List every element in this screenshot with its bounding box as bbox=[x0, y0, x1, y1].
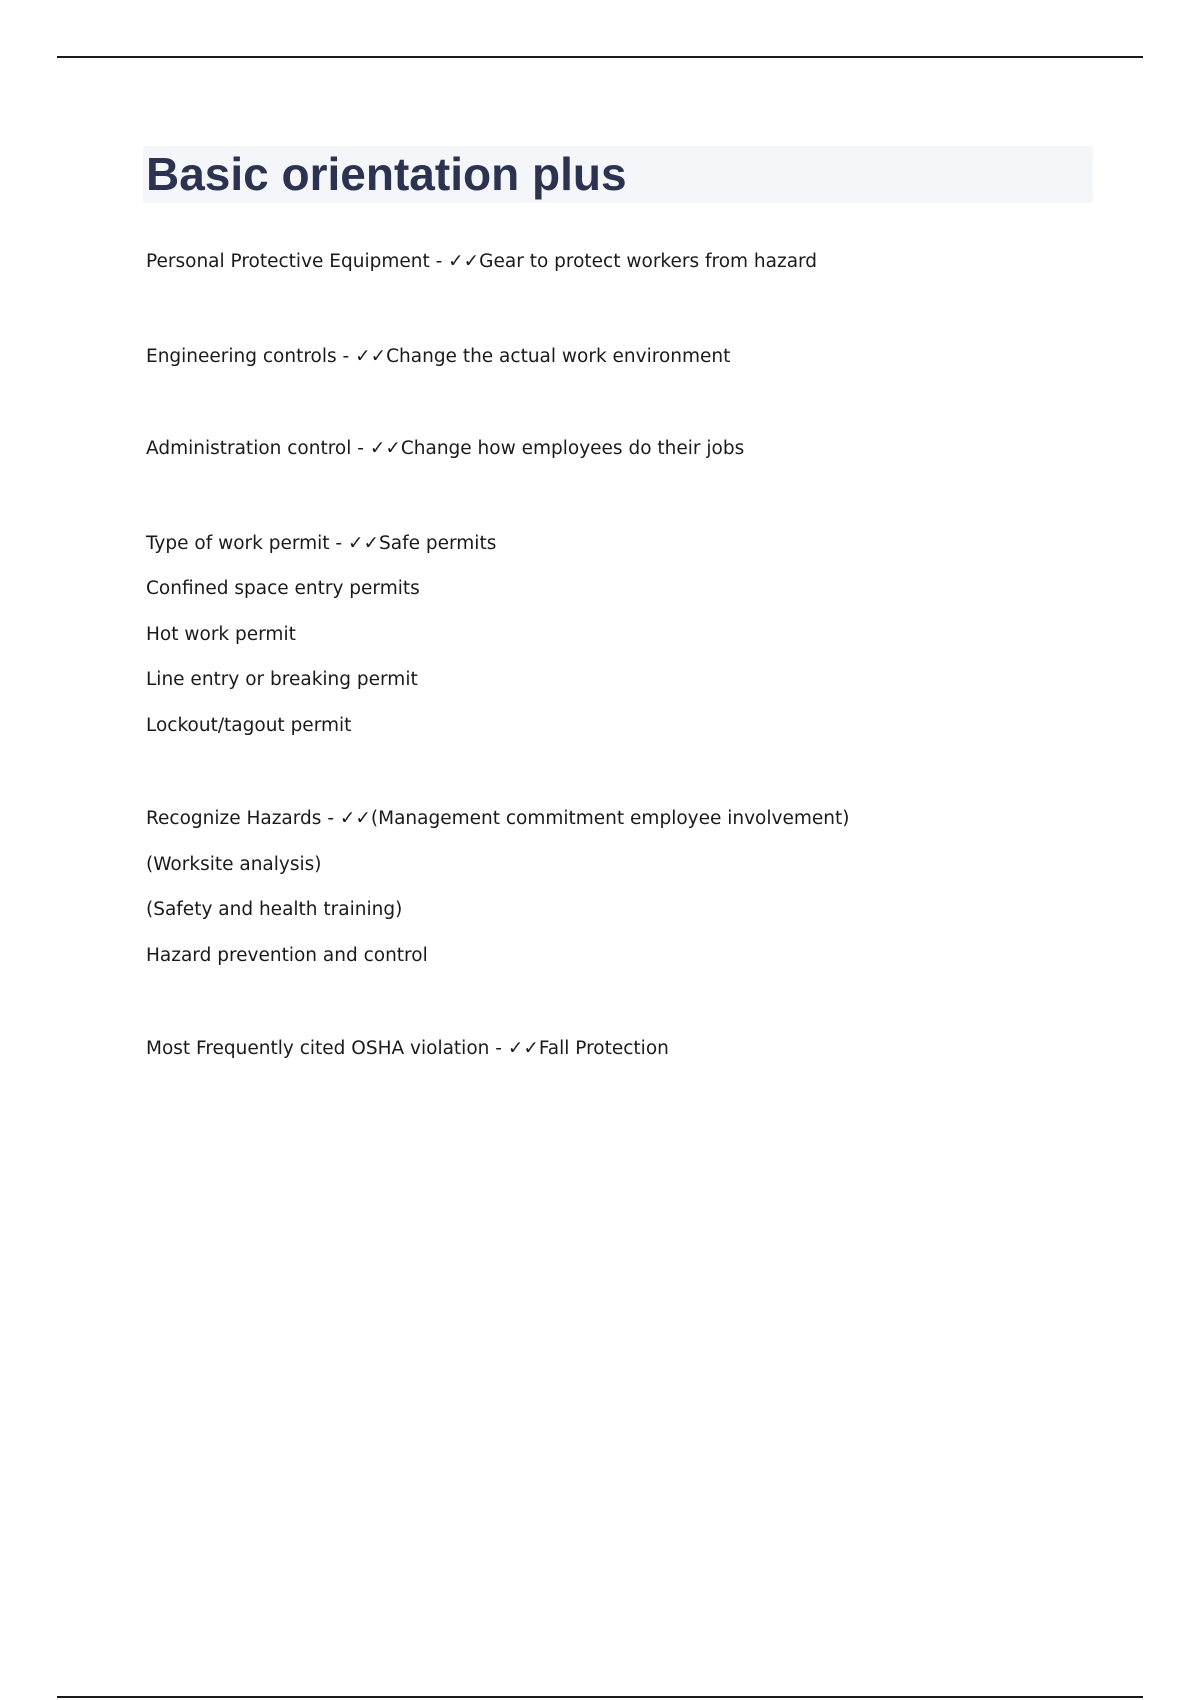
check-mark-icon: ✓✓ bbox=[507, 1038, 539, 1059]
entry-answer: (Management commitment employee involvement) bbox=[370, 808, 850, 829]
entry-term: Personal Protective Equipment - bbox=[146, 251, 449, 272]
entry-answer: Change the actual work environment bbox=[386, 346, 731, 367]
entry-administration-control bbox=[146, 436, 744, 462]
entry-continuation-line: Lockout/tagout permit bbox=[146, 715, 352, 736]
entry-continuation-line: Line entry or breaking permit bbox=[146, 669, 418, 690]
top-rule bbox=[57, 56, 1143, 58]
entry-continuation-line: (Worksite analysis) bbox=[146, 854, 322, 875]
check-mark-icon: ✓✓ bbox=[339, 808, 371, 829]
entry-engineering-controls bbox=[146, 344, 730, 370]
entry-type-of-work-permit bbox=[146, 531, 496, 557]
entry-continuation-line: Hazard prevention and control bbox=[146, 945, 428, 966]
entry-continuation-line: Confined space entry permits bbox=[146, 578, 420, 599]
bottom-rule bbox=[57, 1696, 1143, 1698]
check-mark-icon: ✓✓ bbox=[448, 251, 480, 272]
entry-recognize-hazards bbox=[146, 806, 849, 832]
entry-term: Administration control - bbox=[146, 438, 370, 459]
entry-term: Recognize Hazards - bbox=[146, 808, 340, 829]
entry-term: Most Frequently cited OSHA violation - bbox=[146, 1038, 508, 1059]
check-mark-icon: ✓✓ bbox=[348, 533, 380, 554]
entry-continuation-line: (Safety and health training) bbox=[146, 899, 403, 920]
entry-answer: Fall Protection bbox=[538, 1038, 669, 1059]
entry-answer: Gear to protect workers from hazard bbox=[479, 251, 818, 272]
entry-personal-protective-equipment bbox=[146, 249, 817, 275]
page-title: Basic orientation plus bbox=[146, 148, 627, 200]
check-mark-icon: ✓✓ bbox=[369, 438, 401, 459]
entry-continuation-line: Hot work permit bbox=[146, 624, 296, 645]
entry-answer: Change how employees do their jobs bbox=[400, 438, 745, 459]
entry-most-cited-osha-violation bbox=[146, 1036, 669, 1062]
check-mark-icon: ✓✓ bbox=[355, 346, 387, 367]
entry-term: Type of work permit - bbox=[146, 533, 348, 554]
entry-answer: Safe permits bbox=[379, 533, 497, 554]
entry-term: Engineering controls - bbox=[146, 346, 356, 367]
